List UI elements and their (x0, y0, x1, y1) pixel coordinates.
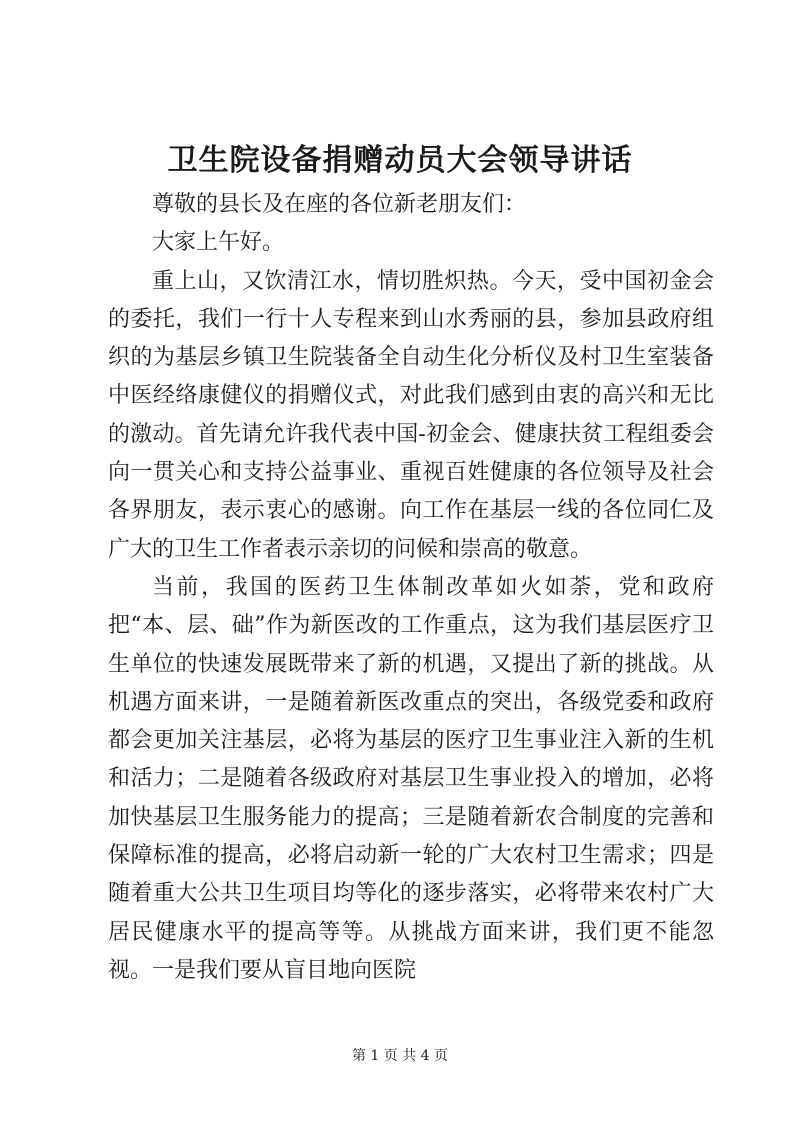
salutation-paragraph: 尊敬的县长及在座的各位新老朋友们： (152, 192, 527, 217)
body-paragraph: 当前，我国的医药卫生体制改革如火如荼，党和政府把“本、层、础”作为新医改的工作重点，这为我们基层医疗卫生单位的快速发展既带来了新的机遇，又提出了新的挑战。从机遇方面来讲，一是随着新医改重点的突出，各级党委和政府都会更加关注基层，必将为基层的医疗卫生事业注入新的生机和活力；二是随着各级政府对基层卫生事业投入的增加，必将加快基层卫生服务能力的提高；三是随着新农合制度的完善和保障标准的提高，必将启动新一轮的广大农村卫生需求；四是随着重大公共卫生项目均等化的逐步落实，必将带来农村广大居民健康水平的提高等等。从挑战方面来讲，我们更不能忽视。一是我们要从盲目地向医院 (108, 574, 714, 983)
body-paragraph: 重上山，又饮清江水，情切胜炽热。今天，受中国初金会的委托，我们一行十人专程来到山水秀丽的县，参加县政府组织的为基层乡镇卫生院装备全自动生化分析仪及村卫生室装备中医经络康健仪的捐赠仪式，对此我们感到由衷的高兴和无比的激动。首先请允许我代表中国-初金会、健康扶贫工程组委会向一贯关心和支持公益事业、重视百姓健康的各位领导及社会各界朋友，表示衷心的感谢。向工作在基层一线的各位同仁及广大的卫生工作者表示亲切的问候和崇高的敬意。 (108, 268, 714, 562)
greeting-paragraph: 大家上午好。 (152, 230, 285, 256)
document-title: 卫生院设备捐赠动员大会领导讲话 (167, 143, 633, 178)
page-footer: 第 1 页 共 4 页 (351, 1048, 449, 1064)
document-body (108, 186, 714, 990)
